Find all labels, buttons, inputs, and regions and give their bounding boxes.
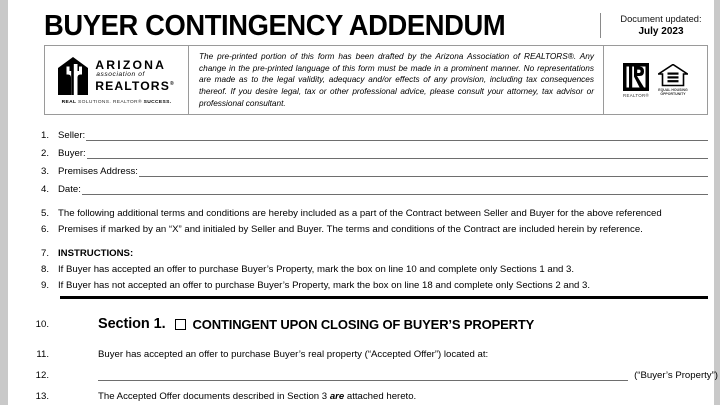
line-number: 5. [40,207,49,219]
line-number: 4. [40,183,49,195]
buyers-property-label: (“Buyer’s Property”) [634,369,718,381]
realtor-mark [623,63,649,98]
body-line-text: Buyer has accepted an offer to purchase Buyer’s real property (“Accepted Offer”) located at: [98,348,489,360]
section-1-checkbox[interactable] [175,319,186,330]
body-line-text: If Buyer has not accepted an offer to purchase Buyer’s Property, mark the box on line 18 and complete only Sections 2 and 3. [58,279,591,291]
logo-realtors-text: REALTORS® [95,79,175,94]
line-number: 13. [35,390,49,402]
line-number: 9. [40,279,49,291]
premises-address-label: Premises Address: [58,165,138,177]
realtor-mark-caption: REALTOR® [623,92,649,98]
page-title: BUYER CONTINGENCY ADDENDUM [44,10,506,42]
line-number: 6. [40,223,49,235]
disclaimer-text: The pre-printed portion of this form has been drafted by the Arizona Association of REALTORS®. Any change in the pre-printed language of this form must be made in a prominent manner. No representations are made as to the legal validity, adequacy and/or effects of any provision, including tax consequences thereof. If you desire legal, tax or other professional advice, please consult your attorney, tax advisor or professional consultant. [199,52,594,108]
logo-association-text: association of [96,71,145,79]
seller-input[interactable] [86,132,708,141]
body-line-text: The Accepted Offer documents described in Section 3 are attached hereto. [98,390,417,402]
disclaimer-panel [44,45,708,115]
body-line-12 [8,366,718,384]
saguaro-house-icon [58,57,88,95]
body-line-6 [8,220,714,238]
date-label: Date: [58,183,81,195]
body-line-text: Premises if marked by an “X” and initialed by Seller and Buyer. The terms and conditions of the Contract are included herein by reference. [58,223,643,235]
line-number: 3. [40,165,49,177]
buyer-input[interactable] [87,150,708,159]
arizona-realtors-logo [45,46,189,114]
field-row-buyer [8,144,714,162]
date-input[interactable] [82,186,708,195]
section-divider [60,296,708,299]
emphasis-are: are [329,390,345,402]
section-1-label: Section 1. [98,316,166,332]
document-updated-value: July 2023 [638,25,684,37]
section-1-heading-row [8,313,714,335]
document-header [8,10,714,44]
document-page [8,0,718,405]
logo-tagline: REAL SOLUTIONS. REALTOR® SUCCESS. [61,99,172,105]
body-line-13 [8,387,714,405]
body-line-11 [8,345,714,363]
trademark-marks [603,46,707,114]
line-number: 2. [40,147,49,159]
line-number: 8. [40,263,49,275]
seller-label: Seller: [58,129,86,141]
line-number: 11. [36,348,49,360]
buyer-label: Buyer: [58,147,86,159]
realtor-r-icon [623,63,649,91]
line-number: 7. [40,247,49,259]
field-row-premises-address [8,162,714,180]
line-number: 1. [40,129,49,141]
field-row-date [8,180,714,198]
document-updated-block [600,13,714,38]
equal-housing-mark [658,64,688,97]
section-1-title: CONTINGENT UPON CLOSING OF BUYER’S PROPERTY [192,316,535,332]
buyers-property-input[interactable] [98,371,628,381]
document-updated-label: Document updated: [620,14,702,24]
body-line-text: If Buyer has accepted an offer to purchase Buyer’s Property, mark the box on line 10 and complete only Sections 1 and 3. [58,263,575,275]
field-row-seller [8,126,714,144]
line-number: 10. [35,318,49,330]
equal-housing-icon [658,64,688,87]
logo-arizona-text: ARIZONA [95,57,167,72]
line-number: 12. [35,369,49,381]
instructions-label: INSTRUCTIONS: [58,247,134,259]
body-line-9 [8,276,714,294]
premises-address-input[interactable] [139,168,708,177]
equal-housing-caption: EQUAL HOUSING OPPORTUNITY [658,88,688,97]
body-line-text: The following additional terms and conditions are hereby included as a part of the Contract between Seller and Buyer for the above referenced [58,207,662,219]
